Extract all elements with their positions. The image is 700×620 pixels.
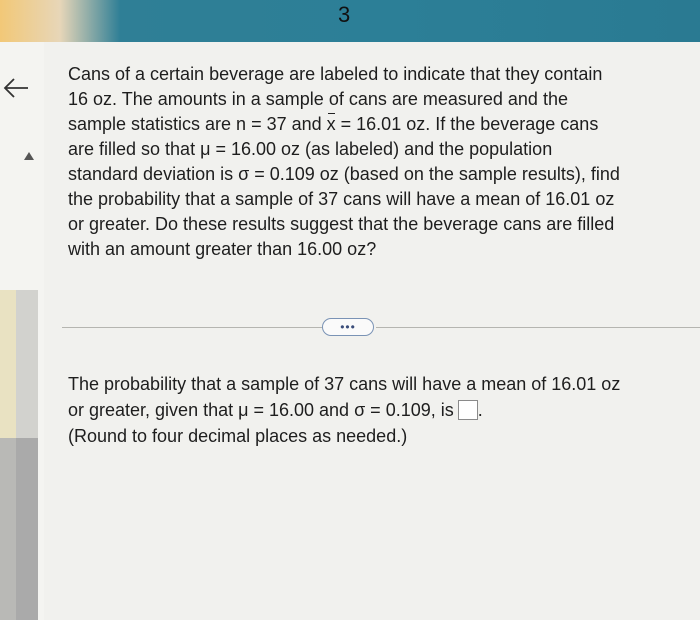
sidebar-strip <box>0 290 16 438</box>
divider <box>376 327 700 328</box>
more-button[interactable]: ••• <box>322 318 374 336</box>
collapse-triangle-icon[interactable] <box>24 152 34 160</box>
sidebar-strip <box>0 438 16 620</box>
back-arrow-icon[interactable] <box>2 74 30 102</box>
answer-input-box[interactable] <box>458 400 478 420</box>
divider <box>62 327 322 328</box>
question-text: Cans of a certain beverage are labeled to indicate that they contain 16 oz. The amounts in a sample of cans are measured and the sample statistics are n = 37 and x = 16.01 oz. If the beverage cans are filled so that μ = 16.00 oz (as labeled) and the population standard deviation is σ = 0.109 oz (based on the sample results), find the probability that a sample of 37 cans will have a mean of 16.01 oz or greater. Do these results suggest that the beverage cans are filled with an amount greater than 16.00 oz? <box>68 64 620 259</box>
sidebar-strip <box>16 290 38 438</box>
step-number: 3 <box>338 2 351 27</box>
top-bar <box>0 0 700 42</box>
answer-section: The probability that a sample of 37 cans will have a mean of 16.01 oz or greater, given that μ = 16.00 and σ = 0.109, is . (Round to four decimal places as needed.) <box>68 374 621 446</box>
x-bar-symbol: x <box>327 112 336 137</box>
